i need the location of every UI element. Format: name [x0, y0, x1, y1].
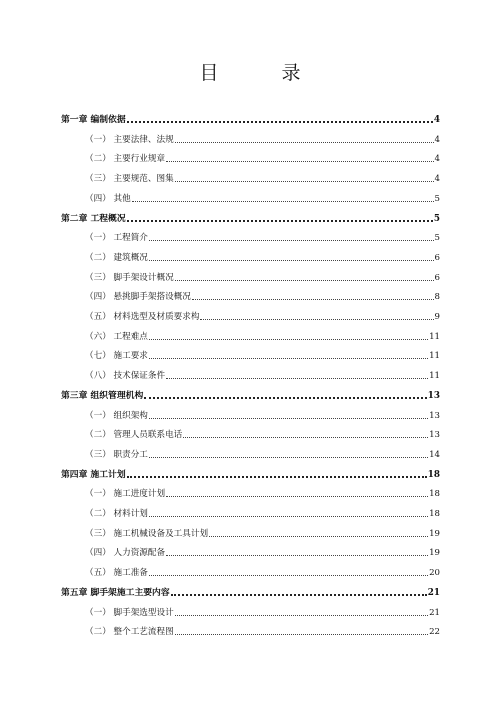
toc-page-number: 4 — [434, 174, 440, 185]
dot-leader — [175, 633, 428, 635]
dot-leader — [127, 219, 433, 222]
toc-entry-label: （四） 其他 — [85, 193, 131, 204]
toc-entry-label: 第四章 施工计划 — [61, 469, 126, 480]
toc-section-entry[interactable] — [61, 329, 440, 343]
toc-entry-label: 第五章 脚手架施工主要内容 — [61, 587, 170, 598]
dot-leader — [166, 554, 428, 556]
toc-entry-label: （三） 施工机械设备及工具计划 — [85, 528, 209, 539]
toc-page-number: 21 — [429, 607, 440, 618]
toc-chapter-entry[interactable] — [61, 467, 440, 481]
toc-entry-label: （六） 工程难点 — [85, 331, 148, 342]
toc-page-number: 11 — [429, 351, 440, 362]
dot-leader — [149, 417, 428, 419]
toc-page-number: 6 — [434, 272, 440, 283]
dot-leader — [144, 396, 427, 399]
toc-entry-label: （二） 主要行业规章 — [85, 154, 166, 165]
toc-section-entry[interactable] — [61, 427, 440, 441]
toc-page-number: 21 — [427, 587, 440, 598]
toc-section-entry[interactable] — [61, 486, 440, 500]
toc-page-number: 19 — [429, 528, 440, 539]
toc-section-entry[interactable] — [61, 408, 440, 422]
toc-page-number: 11 — [429, 371, 440, 382]
toc-section-entry[interactable] — [61, 132, 440, 146]
dot-leader — [171, 593, 427, 596]
toc-entry-label: （五） 施工准备 — [85, 568, 148, 579]
toc-entry-label: （一） 脚手架选型设计 — [85, 607, 174, 618]
toc-entry-label: （五） 材料选型及材质要求构 — [85, 312, 200, 322]
toc-section-entry[interactable] — [61, 309, 440, 323]
dot-leader — [192, 298, 434, 300]
toc-section-entry[interactable] — [61, 191, 440, 205]
dot-leader — [149, 515, 428, 517]
toc-page-number: 13 — [427, 390, 440, 401]
toc-page-number: 5 — [434, 193, 440, 204]
toc-section-entry[interactable] — [61, 171, 440, 185]
toc-section-entry[interactable] — [61, 250, 440, 264]
toc-section-entry[interactable] — [61, 447, 440, 461]
toc-entry-label: （八） 技术保证条件 — [85, 371, 166, 382]
dot-leader — [149, 239, 434, 241]
toc-entry-label: （一） 工程简介 — [85, 233, 148, 244]
toc-page-number: 20 — [429, 568, 440, 579]
toc-page-number: 18 — [427, 469, 440, 480]
toc-entry-label: 第一章 编制依据 — [61, 115, 126, 125]
dot-leader — [127, 120, 433, 123]
toc-entry-label: （七） 施工要求 — [85, 351, 148, 362]
dot-leader — [209, 535, 428, 537]
toc-section-entry[interactable] — [61, 230, 440, 244]
dot-leader — [175, 279, 434, 281]
toc-page-number: 4 — [434, 134, 440, 145]
dot-leader — [175, 180, 434, 182]
toc-entry-label: （一） 施工进度计划 — [85, 489, 166, 500]
toc-page-number: 11 — [429, 331, 440, 342]
toc-page-number: 8 — [434, 292, 440, 303]
toc-section-entry[interactable] — [61, 151, 440, 165]
toc-page-number: 6 — [434, 252, 440, 263]
toc-entry-label: 第二章 工程概况 — [61, 213, 126, 224]
dot-leader — [132, 200, 434, 202]
toc-chapter-entry[interactable] — [61, 585, 440, 599]
toc-page-number: 18 — [429, 489, 440, 500]
toc-entry-label: （一） 组织架构 — [85, 410, 148, 421]
toc-chapter-entry[interactable] — [61, 112, 440, 126]
toc-entry-label: （二） 材料计划 — [85, 509, 148, 519]
toc-section-entry[interactable] — [61, 545, 440, 559]
dot-leader — [149, 456, 428, 458]
toc-entry-label: （三） 职责分工 — [85, 449, 148, 460]
dot-leader — [175, 614, 428, 616]
dot-leader — [149, 259, 434, 261]
toc-page-number: 5 — [433, 213, 440, 224]
toc-section-entry[interactable] — [61, 605, 440, 619]
toc-entry-label: （一） 主要法律、法规 — [85, 134, 174, 145]
toc-page-number: 9 — [434, 312, 440, 322]
toc-entry-label: （二） 建筑概况 — [85, 252, 148, 263]
toc-section-entry[interactable] — [61, 506, 440, 520]
dot-leader — [166, 495, 428, 497]
dot-leader — [166, 160, 433, 162]
dot-leader — [183, 436, 428, 438]
toc-section-entry[interactable] — [61, 270, 440, 284]
toc-page-number: 4 — [433, 115, 440, 125]
toc-page-number: 4 — [434, 154, 440, 165]
toc-section-entry[interactable] — [61, 368, 440, 382]
toc-section-entry[interactable] — [61, 565, 440, 579]
toc-section-entry[interactable] — [61, 624, 440, 638]
toc-section-entry[interactable] — [61, 348, 440, 362]
toc-chapter-entry[interactable] — [61, 388, 440, 402]
toc-entry-label: （四） 悬挑脚手架搭设概况 — [85, 292, 191, 303]
dot-leader — [200, 318, 433, 320]
dot-leader — [175, 141, 434, 143]
toc-entry-label: （二） 管理人员联系电话 — [85, 430, 183, 441]
toc-entry-label: （二） 整个工艺流程图 — [85, 627, 174, 638]
toc-entry-label: （四） 人力资源配备 — [85, 548, 166, 559]
toc-page-number: 19 — [429, 548, 440, 559]
dot-leader — [149, 574, 428, 576]
toc-page-number: 22 — [429, 627, 440, 638]
dot-leader — [149, 357, 428, 359]
dot-leader — [127, 475, 427, 478]
toc-page-number: 13 — [429, 410, 440, 421]
toc-chapter-entry[interactable] — [61, 211, 440, 225]
toc-entry-label: （三） 主要规范、图集 — [85, 174, 174, 185]
dot-leader — [166, 377, 428, 379]
toc-section-entry[interactable] — [61, 526, 440, 540]
toc-page-number: 14 — [429, 449, 440, 460]
toc-entry-label: 第三章 组织管理机构 — [61, 390, 144, 401]
toc-page-number: 13 — [429, 430, 440, 441]
dot-leader — [149, 338, 428, 340]
toc-section-entry[interactable] — [61, 289, 440, 303]
page-title: 目 录 — [199, 62, 323, 84]
toc-page-number: 18 — [429, 509, 440, 519]
toc-page-number: 5 — [434, 233, 440, 244]
toc-entry-label: （三） 脚手架设计概况 — [85, 272, 174, 283]
